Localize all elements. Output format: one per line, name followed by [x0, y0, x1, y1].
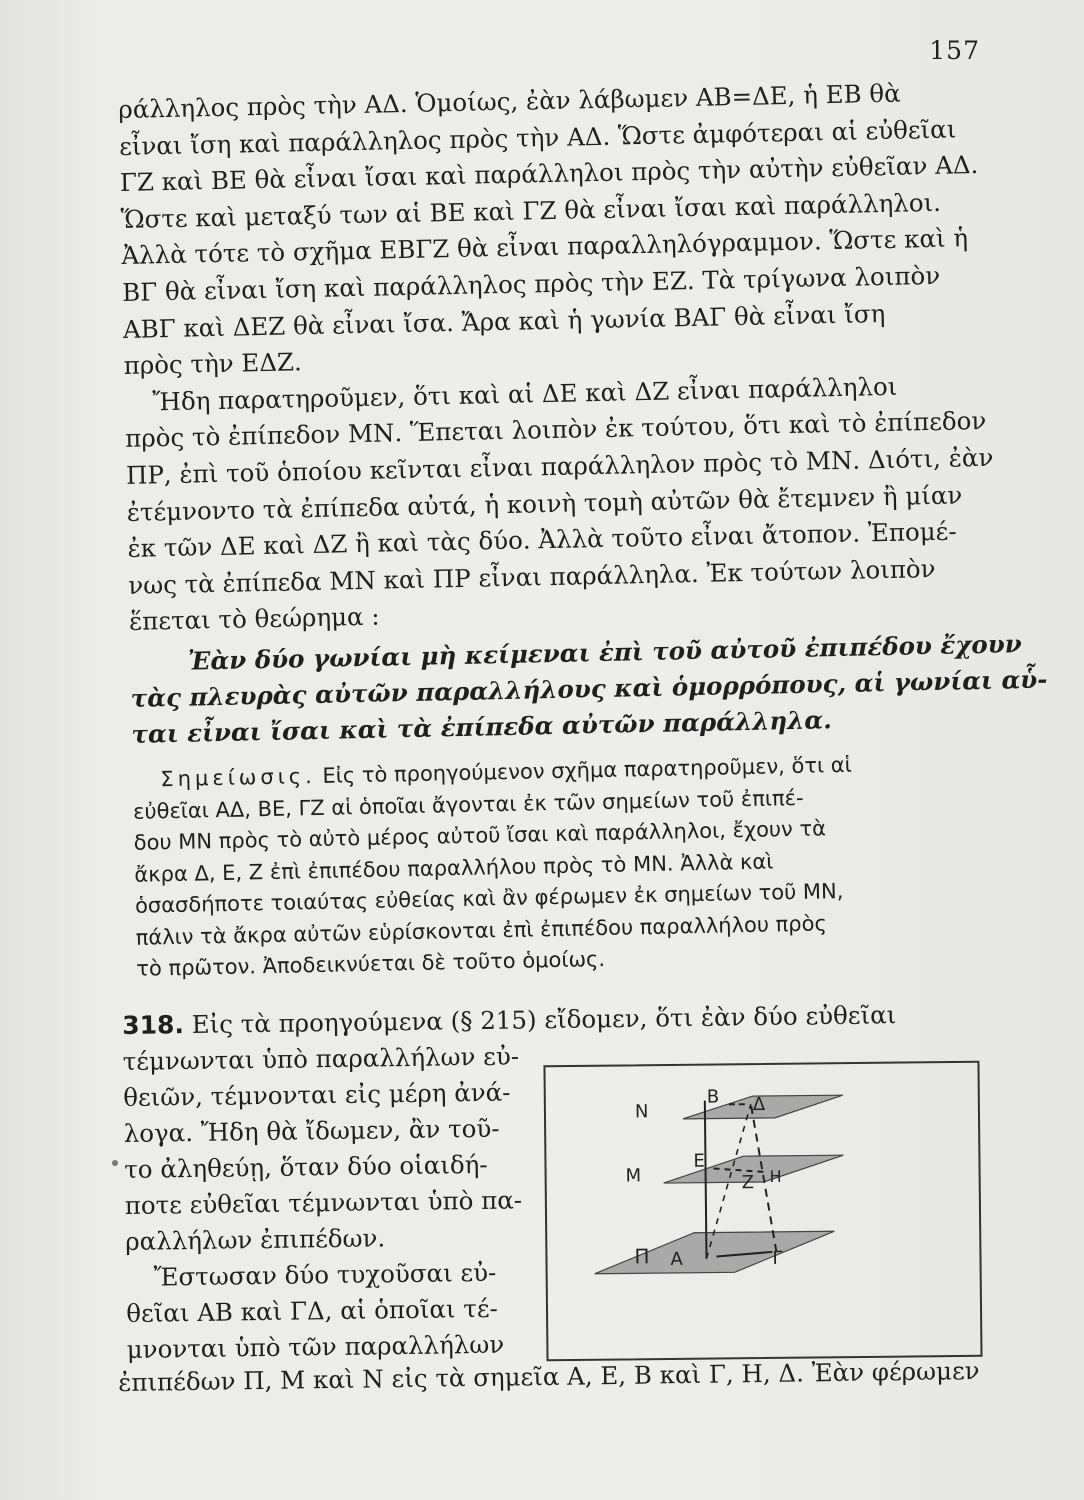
remark-label: Σημείωσις. — [160, 763, 317, 792]
label-point-b: Β — [706, 1086, 720, 1108]
remark-line: εὐθεῖαι ΑΔ, ΒΕ, ΓΖ αἱ ὁποῖαι ἄγονται ἐκ τῶν σημείων τοῦ ἐπιπέ- — [132, 785, 804, 824]
label-point-z: Ζ — [741, 1172, 755, 1194]
text-line: Ἀλλὰ τότε τὸ σχῆμα ΕΒΓΖ θὰ εἶναι παραλληλόγραμμον. Ὥστε καὶ ἡ — [121, 223, 969, 271]
text-line: Ἤδη παρατηροῦμεν, ὅτι καὶ αἱ ΔΕ καὶ ΔΖ εἶναι παράλληλοι — [152, 371, 898, 417]
remark-line: τὸ πρῶτον. Ἀποδεικνύεται δὲ τοῦτο ὁμοίως. — [136, 947, 606, 982]
page-number: 157 — [929, 36, 980, 65]
body-text — [118, 74, 1048, 986]
text-line: πρὸς τὸ ἐπίπεδον ΜΝ. Ἕπεται λοιπὸν ἐκ τούτου, ὅτι καὶ τὸ ἐπίπεδον — [124, 406, 987, 454]
text-line: το ἀληθεύῃ, ὅταν δύο οἱαιδή- — [124, 1149, 488, 1184]
plane-p — [594, 1231, 834, 1274]
text-line: ἕπεται τὸ θεώρημα : — [128, 601, 380, 637]
label-plane-p: Π — [634, 1244, 650, 1269]
theorem-line: τὰς πλευρὰς αὐτῶν παραλλήλους καὶ ὁμορρόπους, αἱ γωνίαι αὗ- — [130, 664, 1048, 713]
remark-line: ἄκρα Δ, Ε, Ζ ἐπὶ ἐπιπέδου παραλλήλου πρὸς τὸ ΜΝ. Ἀλλὰ καὶ — [134, 849, 774, 887]
section-number: 318. — [122, 1010, 185, 1040]
text-line: εἶναι ἴση καὶ παράλληλος πρὸς τὴν ΑΔ. Ὥστε ἀμφότεραι αἱ εὐθεῖαι — [118, 114, 957, 161]
text-line: θεῖαι ΑΒ καὶ ΓΔ, αἱ ὁποῖαι τέ- — [126, 1293, 499, 1328]
text-line: ἐκ τῶν ΔΕ καὶ ΔΖ ἢ καὶ τὰς δύο. Ἀλλὰ τοῦτο εἶναι ἄτοπον. Ἐπομέ- — [127, 516, 957, 564]
label-point-g: Γ — [772, 1247, 783, 1269]
section-last-line: ἐπιπέδων Π, Μ καὶ Ν εἰς τὰ σημεῖα Α, Ε, Β καὶ Γ, Η, Δ. Ἐὰν φέρωμεν — [118, 1355, 980, 1397]
label-point-d: Δ — [752, 1093, 766, 1116]
label-point-e: Ε — [693, 1150, 705, 1172]
remark-line: πάλιν τὰ ἄκρα αὐτῶν εὑρίσκονται ἐπὶ ἐπιπέδου παραλλήλου πρὸς — [135, 911, 828, 950]
text-line: ΑΒΓ καὶ ΔΕΖ θὰ εἶναι ἴσα. Ἄρα καὶ ἡ γωνία ΒΑΓ θὰ εἶναι ἴση — [122, 298, 886, 344]
text-line: ΒΓ θὰ εἶναι ἴση καὶ παράλληλος πρὸς τὴν ΕΖ. Τὰ τρίγωνα λοιπὸν — [121, 260, 941, 307]
section-text: Εἰς τὰ προηγούμενα (§ 215) εἴδομεν, ὅτι ἐὰν δύο εὐθεῖαι — [183, 1000, 897, 1040]
theorem-line: Ἐὰν δύο γωνίαι μὴ κείμεναι ἐπὶ τοῦ αὐτοῦ ἐπιπέδου ἔχουν — [187, 629, 1023, 676]
remark-block — [132, 746, 1016, 986]
paragraph-1 — [118, 74, 1004, 385]
remark-text: Εἰς τὸ προηγούμενον σχῆμα παρατηροῦμεν, ὅτι αἱ — [315, 752, 852, 788]
label-point-h: Η — [769, 1166, 782, 1186]
text-line: πρὸς τὴν ΕΔΖ. — [123, 347, 303, 381]
text-line: θειῶν, τέμνονται εἰς μέρη ἀνά- — [123, 1077, 511, 1112]
text-line: Ἔστωσαν δύο τυχοῦσαι εὐ- — [153, 1257, 497, 1292]
print-speck — [112, 1160, 118, 1166]
label-plane-n: Ν — [634, 1101, 649, 1123]
text-line: Ὥστε καὶ μεταξύ των αἱ ΒΕ καὶ ΓΖ θὰ εἶναι ἴσαι καὶ παράλληλοι. — [120, 187, 942, 234]
text-line: ἐτέμνοντο τὰ ἐπίπεδα αὐτά, ἡ κοινὴ τομὴ αὐτῶν θὰ ἔτεμνεν ἢ μίαν — [126, 479, 963, 527]
parallel-planes-figure — [542, 1058, 985, 1367]
text-line: ράλληλος πρὸς τὴν ΑΔ. Ὁμοίως, ἐὰν λάβωμεν ΑΒ=ΔΕ, ἡ ΕΒ θὰ — [118, 78, 901, 124]
label-point-a: Α — [670, 1248, 683, 1270]
theorem-line: ται εἶναι ἴσαι καὶ τὰ ἐπίπεδα αὐτῶν παράλληλα. — [131, 705, 833, 749]
text-line: ΓΖ καὶ ΒΕ θὰ εἶναι ἴσαι καὶ παράλληλοι πρὸς τὴν αὐτὴν εὐθεῖαν ΑΔ. — [119, 150, 979, 198]
remark-line: δου ΜΝ πρὸς τὸ αὐτὸ μέρος αὐτοῦ ἴσαι καὶ παράλληλοι, ἔχουν τὰ — [133, 816, 827, 855]
text-line: νως τὰ ἐπίπεδα ΜΝ καὶ ΠΡ εἶναι παράλληλα. Ἐκ τούτων λοιπὸν — [128, 553, 936, 600]
section-first-line — [122, 996, 1002, 1044]
text-line: ΠΡ, ἐπὶ τοῦ ὁποίου κεῖνται εἶναι παράλληλον πρὸς τὸ ΜΝ. Διότι, ἐὰν — [125, 442, 994, 490]
label-plane-m: Μ — [625, 1165, 642, 1187]
paragraph-2 — [124, 366, 1009, 641]
text-line: μνονται ὑπὸ τῶν παραλλήλων — [126, 1329, 505, 1364]
section-column — [123, 1038, 535, 1368]
text-line: τέμνωνται ὑπὸ παραλλήλων εὐ- — [122, 1041, 520, 1076]
remark-line: ὁσασδήποτε τοιαύτας εὐθείας καὶ ἂν φέρωμεν ἐκ σημείων τοῦ ΜΝ, — [134, 879, 844, 919]
text-line: λογα. Ἤδη θὰ ἴδωμεν, ἂν τοῦ- — [123, 1113, 500, 1148]
theorem-statement — [130, 626, 1048, 752]
text-line: ποτε εὐθεῖαι τέμνωνται ὑπὸ πα- — [124, 1185, 523, 1220]
text-line: ραλλήλων ἐπιπέδων. — [125, 1223, 386, 1256]
